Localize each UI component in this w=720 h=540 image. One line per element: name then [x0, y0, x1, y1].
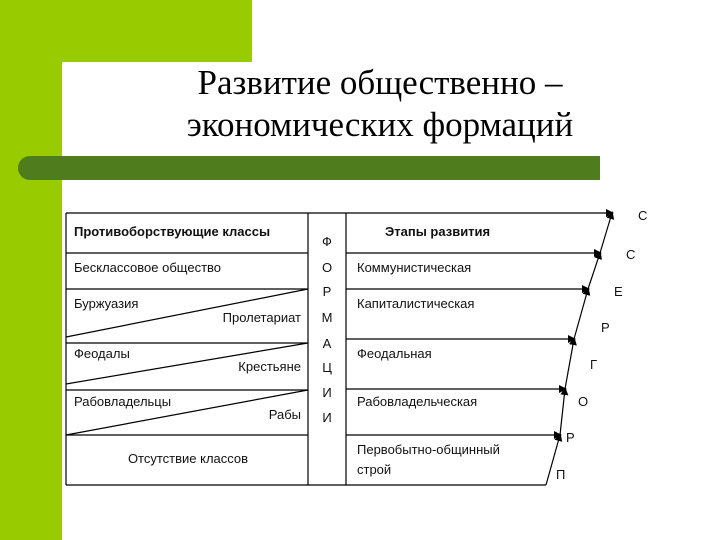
label-no-classes: Отсутствие классов	[127, 451, 249, 466]
title-line-1: Развитие общественно –	[197, 63, 563, 102]
label-bourgeoisie: Буржуазия	[74, 296, 139, 311]
left-column-header: Противоборствующие классы	[74, 224, 271, 239]
label-slaves: Рабы	[268, 407, 301, 422]
stage-capitalist: Капиталистическая	[357, 296, 475, 311]
vertical-letter-5: А	[322, 336, 332, 351]
right-column-header: Этапы развития	[385, 224, 491, 239]
vertical-letter-6: Ц	[322, 360, 332, 375]
progress-letter-7: С	[626, 247, 636, 262]
progress-letter-3: О	[578, 394, 589, 409]
vertical-letter-4: М	[321, 310, 333, 325]
progress-arrow-3	[565, 339, 574, 389]
progress-letter-5: Р	[601, 320, 610, 335]
vertical-letter-1: Ф	[322, 234, 332, 249]
progress-arrow-6	[600, 213, 612, 253]
label-feudals: Феодалы	[74, 346, 130, 361]
progress-letter-1: П	[556, 467, 566, 482]
progress-arrow-5	[588, 253, 600, 289]
stage-primitive-line-1: Первобытно-общинный	[357, 442, 500, 457]
stage-feudal: Феодальная	[357, 346, 432, 361]
stage-primitive-line-2: строй	[357, 462, 392, 477]
label-slaveowners: Рабовладельцы	[74, 394, 172, 409]
stage-slave-owning: Рабовладельческая	[357, 394, 478, 409]
label-peasants: Крестьяне	[238, 359, 301, 374]
vertical-letter-8: И	[322, 410, 332, 425]
label-classless-society: Бесклассовое общество	[74, 260, 222, 275]
vertical-letter-2: О	[321, 260, 333, 275]
progress-letter-2: Р	[566, 430, 575, 445]
vertical-letter-3: Р	[322, 284, 332, 299]
stage-communist: Коммунистическая	[357, 260, 472, 275]
progress-arrow-4	[574, 289, 588, 339]
progress-letter-6: Е	[614, 284, 623, 299]
title-line-2: экономических формаций	[186, 105, 574, 144]
vertical-letter-7: И	[322, 385, 332, 400]
progress-arrow-2	[560, 389, 565, 435]
label-proletariat: Пролетариат	[222, 310, 301, 325]
progress-letter-8: С	[638, 208, 648, 223]
progress-letter-4: Г	[590, 357, 598, 372]
